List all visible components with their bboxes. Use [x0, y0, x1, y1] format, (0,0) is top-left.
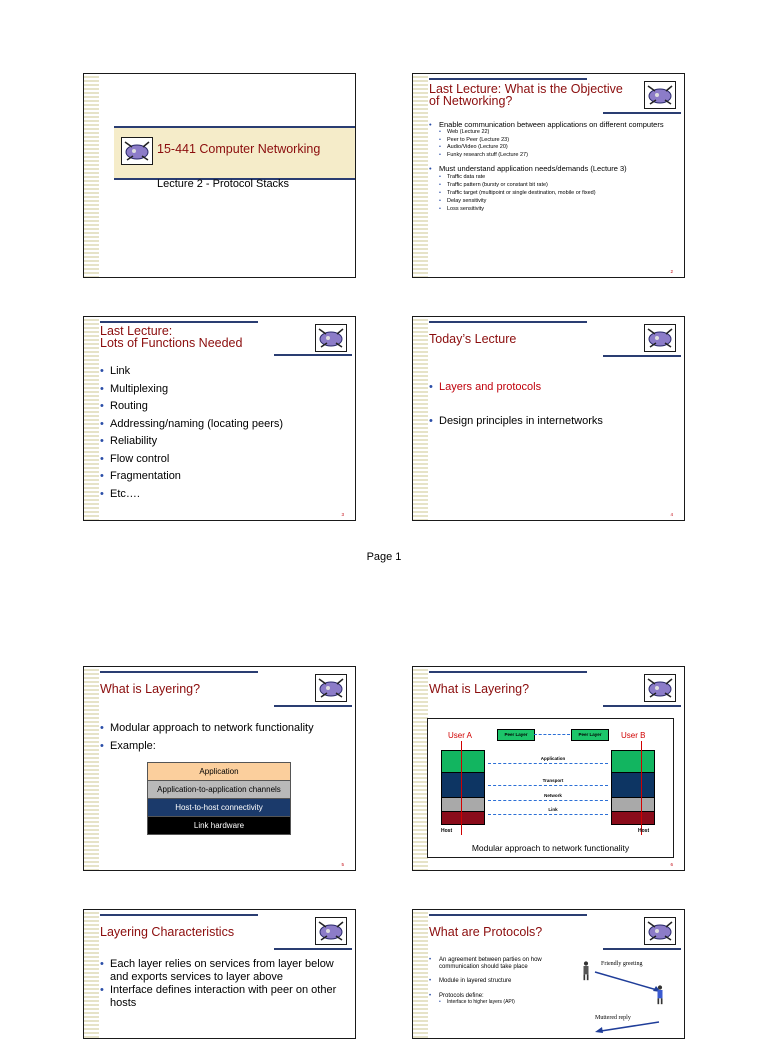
- list-item: • Web (Lecture 22): [439, 129, 676, 137]
- host-layer-transport: [441, 773, 485, 798]
- sub-list: [439, 129, 676, 159]
- slide-title: Layering Characteristics: [100, 925, 235, 939]
- greeting-label: Friendly greeting: [601, 961, 643, 967]
- link-peer-line: [488, 814, 608, 815]
- list-item: • Interface defines interaction with peer on other hosts: [100, 984, 347, 1010]
- title-rule-top: [429, 78, 587, 80]
- stack-layer-link-hardware: Link hardware: [147, 817, 291, 835]
- title-rule-bottom: [603, 355, 681, 357]
- slide-side-stripes: [413, 317, 428, 520]
- title-rule-top: [100, 914, 258, 916]
- slide-title: 15-441 Computer Networking: [157, 142, 321, 156]
- peer-layer-box-right: Peer Layer: [571, 729, 609, 741]
- list-item: • Delay sensitivity: [439, 197, 676, 205]
- slide-side-stripes: [84, 910, 99, 1038]
- protocol-illustration: [573, 954, 683, 1034]
- list-item: • Loss sensitivity: [439, 205, 676, 213]
- user-b-label: User B: [621, 731, 646, 740]
- slide-title: What is Layering?: [100, 682, 201, 696]
- slide-title: Today’s Lecture: [429, 332, 517, 346]
- sub-list: [439, 999, 564, 1005]
- bullet-list: [100, 363, 347, 503]
- slide-3: [83, 316, 356, 521]
- reply-label: Muttered reply: [595, 1015, 631, 1021]
- host-a-stack: [441, 750, 485, 825]
- list-item: • Routing: [100, 398, 347, 416]
- layer-label-application: Application: [540, 756, 566, 761]
- slide-6: [412, 666, 685, 871]
- slide-number: 5: [341, 862, 344, 867]
- list-item: • Modular approach to network functionality: [100, 720, 347, 738]
- title-rule-bottom: [274, 948, 352, 950]
- list-item: [429, 993, 564, 1006]
- list-item: • Interface to higher layers (API): [439, 999, 564, 1005]
- page-footer: Page 1: [366, 551, 402, 563]
- cmu-logo-icon: [644, 81, 676, 109]
- layering-diagram: [427, 718, 674, 858]
- list-item: • Reliability: [100, 433, 347, 451]
- list-item: • Traffic target (multipoint or single destination, mobile or fixed): [439, 189, 676, 197]
- cmu-logo-icon: [121, 137, 153, 165]
- bullet-text: Protocols define:: [439, 992, 484, 999]
- title-rule-top: [429, 321, 587, 323]
- sub-list: [439, 173, 676, 213]
- slide-title: [100, 325, 299, 349]
- cmu-logo-icon: [315, 324, 347, 352]
- person-left-icon: [581, 960, 591, 982]
- title-line: Last Lecture:: [100, 324, 173, 338]
- host-layer-application: [441, 750, 485, 773]
- list-item: • Flow control: [100, 451, 347, 469]
- host-layer-link: [441, 812, 485, 825]
- slide-side-stripes: [84, 74, 99, 277]
- stack-layer-application: Application: [147, 762, 291, 781]
- stack-layer-app-channels: Application-to-application channels: [147, 781, 291, 799]
- cmu-logo-icon: [644, 324, 676, 352]
- list-item: • Module in layered structure: [429, 978, 564, 985]
- network-peer-line: [488, 800, 608, 801]
- slide-side-stripes: [84, 317, 99, 520]
- bullet-text: Must understand application needs/demands (Lecture 3): [439, 164, 627, 173]
- host-layer-link: [611, 812, 655, 825]
- title-rule-top: [429, 914, 587, 916]
- title-rule-top: [429, 671, 587, 673]
- host-layer-transport: [611, 773, 655, 798]
- stack-layer-host-connectivity: Host-to-host connectivity: [147, 799, 291, 817]
- reply-arrow: [593, 1020, 663, 1034]
- cmu-logo-icon: [644, 674, 676, 702]
- slide-subtitle: Lecture 2 - Protocol Stacks: [157, 178, 290, 190]
- slide-side-stripes: [413, 74, 428, 277]
- layer-label-link: Link: [548, 807, 558, 812]
- slide-title: What are Protocols?: [429, 925, 543, 939]
- list-item: • Link: [100, 363, 347, 381]
- list-item: • Each layer relies on services from layer below and exports services to layer above: [100, 958, 347, 984]
- application-peer-line: [488, 763, 608, 764]
- user-a-label: User A: [448, 731, 473, 740]
- peer-layer-box-left: Peer Layer: [497, 729, 535, 741]
- slide-side-stripes: [413, 667, 428, 870]
- slide-7: [83, 909, 356, 1039]
- slide-2: [412, 73, 685, 278]
- person-right-icon: [655, 984, 665, 1006]
- title-rule-top: [100, 671, 258, 673]
- slide-side-stripes: [84, 667, 99, 870]
- list-item: • Design principles in internetworks: [429, 414, 676, 428]
- slide-8: [412, 909, 685, 1039]
- bullet-list: [429, 957, 564, 1005]
- title-rule-top: [100, 321, 258, 323]
- diagram-caption: Modular approach to network functionality: [471, 843, 630, 853]
- list-item: [429, 121, 676, 159]
- transport-peer-line: [488, 785, 608, 786]
- title-line: Lots of Functions Needed: [100, 336, 243, 350]
- list-item: • Peer to Peer (Lecture 23): [439, 137, 676, 145]
- greeting-arrow: [593, 970, 663, 994]
- bullet-text: Enable communication between applications on different computers: [439, 120, 664, 129]
- list-item: • Traffic data rate: [439, 173, 676, 181]
- list-item: • Example:: [100, 738, 347, 756]
- cmu-logo-icon: [644, 917, 676, 945]
- list-item: • Multiplexing: [100, 381, 347, 399]
- bullet-list: [429, 380, 676, 428]
- cmu-logo-icon: [315, 674, 347, 702]
- title-rule-bottom: [603, 705, 681, 707]
- slide-1: [83, 73, 356, 278]
- slide-title: Last Lecture: What is the Objective of Networking?: [429, 82, 623, 108]
- list-item: • Fragmentation: [100, 468, 347, 486]
- host-layer-application: [611, 750, 655, 773]
- slide-side-stripes: [413, 910, 428, 1038]
- layer-label-network: Network: [544, 793, 562, 798]
- title-rule-bottom: [603, 948, 681, 950]
- host-b-label: Host: [638, 828, 650, 834]
- host-layer-network: [441, 798, 485, 812]
- cmu-logo-icon: [315, 917, 347, 945]
- host-b-stack: [611, 750, 655, 825]
- slide-number: 2: [670, 269, 673, 274]
- host-layer-network: [611, 798, 655, 812]
- bullet-list: [429, 121, 676, 213]
- title-rule-bottom: [274, 354, 352, 356]
- user-a-line: [461, 741, 462, 835]
- peer-arrow: [534, 734, 570, 735]
- list-item: • Addressing/naming (locating peers): [100, 416, 347, 434]
- list-item: [429, 165, 676, 213]
- slide-title: What is Layering?: [429, 682, 530, 696]
- bullet-list: [100, 958, 347, 1010]
- slide-4: [412, 316, 685, 521]
- list-item: • Audio/Video (Lecture 20): [439, 144, 676, 152]
- slide-number: 6: [670, 862, 673, 867]
- host-a-label: Host: [441, 828, 453, 834]
- slide-5: [83, 666, 356, 871]
- title-rule-bottom: [274, 705, 352, 707]
- bullet-list: [100, 720, 347, 755]
- layer-label-transport: Transport: [542, 778, 564, 783]
- slide-number: 4: [670, 512, 673, 517]
- list-item: • Layers and protocols: [429, 380, 676, 394]
- slide-number: 3: [341, 512, 344, 517]
- list-item: • Etc….: [100, 486, 347, 504]
- title-rule-bottom: [603, 112, 681, 114]
- list-item: • Traffic pattern (bursty or constant bit rate): [439, 181, 676, 189]
- layer-stack: [147, 762, 291, 835]
- list-item: • An agreement between parties on how communication should take place: [429, 957, 564, 970]
- list-item: • Funky research stuff (Lecture 27): [439, 152, 676, 160]
- user-b-line: [641, 741, 642, 835]
